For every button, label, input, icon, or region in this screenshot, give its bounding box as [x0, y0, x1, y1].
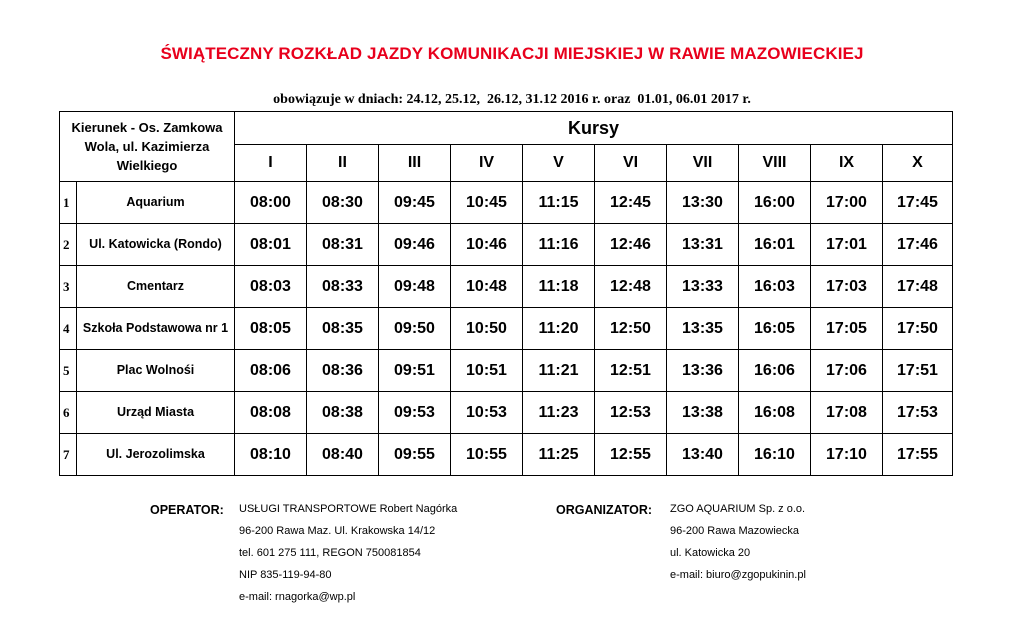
row-number: 1: [60, 182, 77, 224]
departure-time: 16:01: [739, 224, 811, 266]
departure-time: 11:16: [523, 224, 595, 266]
departure-time: 10:48: [451, 266, 523, 308]
departure-time: 09:46: [379, 224, 451, 266]
departure-time: 11:15: [523, 182, 595, 224]
operator-line: 96-200 Rawa Maz. Ul. Krakowska 14/12: [239, 525, 436, 537]
departure-time: 08:33: [307, 266, 379, 308]
departure-time: 11:23: [523, 392, 595, 434]
departure-time: 09:50: [379, 308, 451, 350]
departure-time: 13:31: [667, 224, 739, 266]
departure-time: 16:05: [739, 308, 811, 350]
departure-time: 08:10: [235, 434, 307, 476]
departure-time: 16:00: [739, 182, 811, 224]
departure-time: 16:03: [739, 266, 811, 308]
departure-time: 08:05: [235, 308, 307, 350]
organizer-line: e-mail: biuro@zgopukinin.pl: [670, 569, 806, 581]
departure-time: 10:53: [451, 392, 523, 434]
departure-time: 16:10: [739, 434, 811, 476]
departure-time: 17:53: [883, 392, 953, 434]
departure-time: 13:36: [667, 350, 739, 392]
departure-time: 12:55: [595, 434, 667, 476]
departure-time: 17:55: [883, 434, 953, 476]
departure-time: 12:45: [595, 182, 667, 224]
departure-time: 13:38: [667, 392, 739, 434]
course-header: VII: [667, 145, 739, 182]
departure-time: 12:48: [595, 266, 667, 308]
departure-time: 08:35: [307, 308, 379, 350]
departure-time: 08:38: [307, 392, 379, 434]
departure-time: 17:00: [811, 182, 883, 224]
course-header: V: [523, 145, 595, 182]
course-header: I: [235, 145, 307, 182]
organizer-line: ul. Katowicka 20: [670, 547, 751, 559]
departure-time: 17:46: [883, 224, 953, 266]
validity-dates: obowiązuje w dniach: 24.12, 25.12, 26.12, 31.12 2016 r. oraz 01.01, 06.01 2017 r.: [273, 92, 751, 107]
stop-name: Ul. Katowicka (Rondo): [77, 224, 235, 266]
page-title: ŚWIĄTECZNY ROZKŁAD JAZDY KOMUNIKACJI MIEJSKIEJ W RAWIE MAZOWIECKIEJ: [160, 44, 864, 63]
operator-line: tel. 601 275 111, REGON 750081854: [239, 547, 421, 559]
table-row: [60, 392, 953, 434]
stop-name: Urząd Miasta: [77, 392, 235, 434]
table-row: [60, 350, 953, 392]
table-row: [60, 308, 953, 350]
departure-time: 08:08: [235, 392, 307, 434]
departure-time: 09:51: [379, 350, 451, 392]
stop-name: Cmentarz: [77, 266, 235, 308]
departure-time: 17:08: [811, 392, 883, 434]
departure-time: 08:40: [307, 434, 379, 476]
departure-time: 09:55: [379, 434, 451, 476]
timetable: [59, 111, 953, 476]
stop-name: Aquarium: [77, 182, 235, 224]
departure-time: 13:35: [667, 308, 739, 350]
departure-time: 13:33: [667, 266, 739, 308]
organizer-line: 96-200 Rawa Mazowiecka: [670, 525, 800, 537]
direction-header: Kierunek - Os. Zamkowa Wola, ul. Kazimierza Wielkiego: [60, 112, 235, 182]
table-row: [60, 224, 953, 266]
table-row: [60, 182, 953, 224]
departure-time: 17:05: [811, 308, 883, 350]
course-header: III: [379, 145, 451, 182]
row-number: 3: [60, 266, 77, 308]
departure-time: 12:53: [595, 392, 667, 434]
departure-time: 10:46: [451, 224, 523, 266]
table-row: [60, 266, 953, 308]
departure-time: 10:45: [451, 182, 523, 224]
row-number: 6: [60, 392, 77, 434]
kursy-header: Kursy: [235, 112, 953, 145]
organizer-line: ZGO AQUARIUM Sp. z o.o.: [670, 503, 806, 515]
departure-time: 17:10: [811, 434, 883, 476]
departure-time: 09:45: [379, 182, 451, 224]
operator-line: USŁUGI TRANSPORTOWE Robert Nagórka: [239, 503, 458, 515]
departure-time: 10:50: [451, 308, 523, 350]
departure-time: 09:48: [379, 266, 451, 308]
stop-name: Plac Wolnośi: [77, 350, 235, 392]
departure-time: 08:36: [307, 350, 379, 392]
course-header: IV: [451, 145, 523, 182]
departure-time: 08:01: [235, 224, 307, 266]
departure-time: 08:00: [235, 182, 307, 224]
row-number: 5: [60, 350, 77, 392]
organizer-label: ORGANIZATOR:: [556, 503, 653, 517]
departure-time: 17:50: [883, 308, 953, 350]
departure-time: 16:08: [739, 392, 811, 434]
departure-time: 17:06: [811, 350, 883, 392]
departure-time: 12:46: [595, 224, 667, 266]
departure-time: 11:20: [523, 308, 595, 350]
departure-time: 11:25: [523, 434, 595, 476]
departure-time: 12:51: [595, 350, 667, 392]
operator-label: OPERATOR:: [150, 503, 224, 517]
departure-time: 09:53: [379, 392, 451, 434]
course-header: IX: [811, 145, 883, 182]
row-number: 2: [60, 224, 77, 266]
departure-time: 08:03: [235, 266, 307, 308]
operator-line: NIP 835-119-94-80: [239, 569, 332, 581]
departure-time: 13:40: [667, 434, 739, 476]
departure-time: 11:21: [523, 350, 595, 392]
departure-time: 12:50: [595, 308, 667, 350]
departure-time: 17:01: [811, 224, 883, 266]
departure-time: 17:51: [883, 350, 953, 392]
row-number: 4: [60, 308, 77, 350]
departure-time: 13:30: [667, 182, 739, 224]
departure-time: 10:55: [451, 434, 523, 476]
course-header: X: [883, 145, 953, 182]
course-header: VIII: [739, 145, 811, 182]
departure-time: 11:18: [523, 266, 595, 308]
course-header: II: [307, 145, 379, 182]
row-number: 7: [60, 434, 77, 476]
departure-time: 17:48: [883, 266, 953, 308]
departure-time: 08:06: [235, 350, 307, 392]
departure-time: 10:51: [451, 350, 523, 392]
departure-time: 17:45: [883, 182, 953, 224]
operator-line: e-mail: rnagorka@wp.pl: [239, 591, 356, 603]
departure-time: 08:30: [307, 182, 379, 224]
departure-time: 17:03: [811, 266, 883, 308]
table-row: [60, 434, 953, 476]
departure-time: 16:06: [739, 350, 811, 392]
departure-time: 08:31: [307, 224, 379, 266]
stop-name: Szkoła Podstawowa nr 1: [77, 308, 235, 350]
stop-name: Ul. Jerozolimska: [77, 434, 235, 476]
course-header: VI: [595, 145, 667, 182]
